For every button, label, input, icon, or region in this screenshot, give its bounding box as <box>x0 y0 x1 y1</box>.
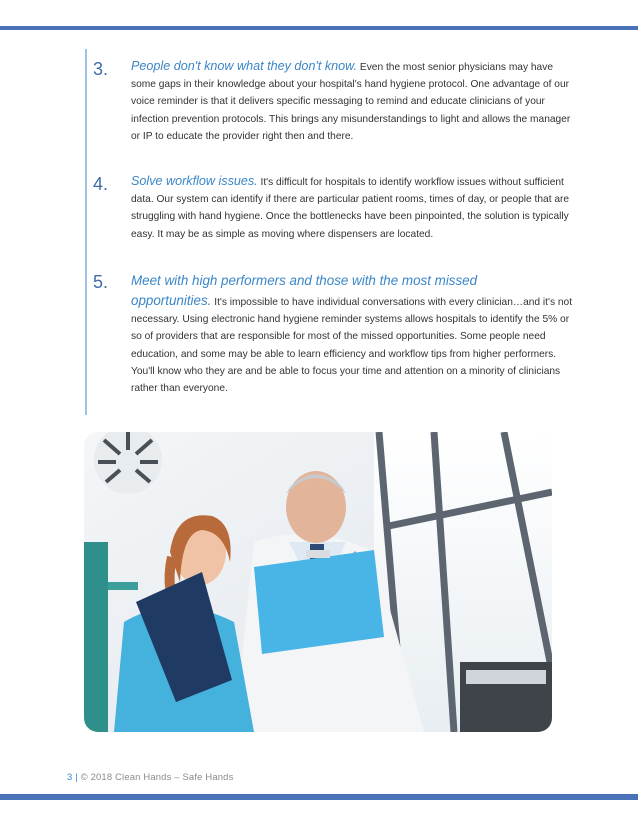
page-footer <box>67 771 233 782</box>
item-text: It's difficult for hospitals to identify workflow issues without sufficient data. Our system can identify if there are particular patient rooms, times of day, or people that are struggling with hand hygiene. Once the bottlenecks have been pinpointed, the solution is typically easy. It may be as simple as moving where dispensers are located. <box>131 177 570 240</box>
clipboard-icon <box>254 550 384 654</box>
doctor-nurse-photo <box>84 432 552 732</box>
list-item-3 <box>93 58 573 145</box>
list-item-5 <box>93 271 573 397</box>
item-body <box>131 58 573 145</box>
item-heading-line-2: opportunities. <box>131 293 212 308</box>
item-number: 5. <box>93 272 109 292</box>
bottom-rule <box>0 794 638 800</box>
item-number: 4. <box>93 174 109 194</box>
item-heading: People don't know what they don't know. <box>131 59 358 73</box>
item-body <box>131 271 573 397</box>
item-body <box>131 173 573 243</box>
item-heading: Solve workflow issues. <box>131 174 258 188</box>
photo-illustration <box>84 432 552 732</box>
item-text: It's impossible to have individual conversations with every clinician…and it's not necessary. Using electronic hand hygiene reminder systems allows hospitals to identify the 5% or so of providers that are responsible for most of the missed opportunities. Some people need education, and some may be able to learn efficiency and workflow tips from higher performers. You'll know who they are and be able to focus your time and attention on a minority of clinicians rather than everyone. <box>131 297 573 395</box>
list-item-4 <box>93 173 573 243</box>
left-accent-bar <box>85 49 87 415</box>
top-rule <box>0 26 638 30</box>
page-number: 3 <box>67 771 73 782</box>
item-text: Even the most senior physicians may have some gaps in their knowledge about your hospital's hand hygiene protocol. One advantage of our voice reminder is that it delivers specific messaging to remind and educate clinicians of your infection prevention protocols. This brings any misunderstandings to light and allows the manager or IP to educate the provider right then and there. <box>131 62 571 142</box>
item-number: 3. <box>93 59 109 79</box>
footer-separator: | <box>75 771 78 782</box>
item-heading-line-1: Meet with high performers and those with the most missed <box>131 273 478 288</box>
footer-copyright: © 2018 Clean Hands – Safe Hands <box>80 771 234 782</box>
